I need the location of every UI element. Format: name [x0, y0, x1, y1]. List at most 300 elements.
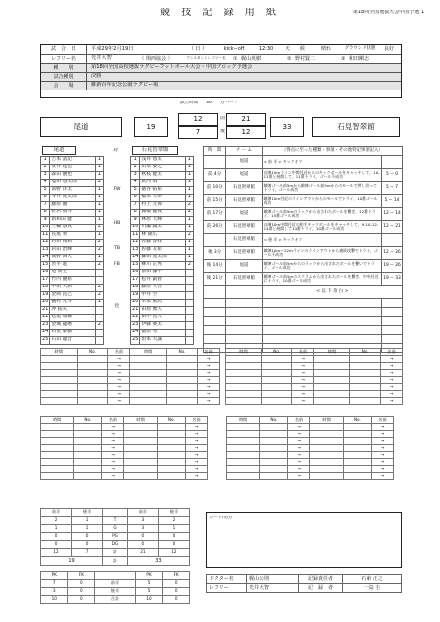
lineup-row	[131, 224, 194, 232]
away-first-half: 21	[226, 113, 266, 126]
grid-no-header: No.	[262, 349, 292, 356]
grid-cell	[157, 438, 185, 445]
grid-cell	[262, 363, 292, 370]
player-name: 髙野 海大	[50, 254, 95, 262]
grid-cell	[130, 363, 167, 370]
events-header	[204, 147, 403, 156]
grid-cell	[41, 363, 78, 370]
grid-row	[41, 459, 208, 466]
grid-cell	[130, 398, 167, 405]
summary-cell: 7	[41, 580, 68, 588]
event-description: 敵陣10m付近のラインアウトからのモールでトライ、10番ゴール成功	[262, 195, 381, 208]
player-name: 徳谷 拓希	[140, 187, 185, 195]
weather-label: 天 候	[284, 46, 305, 52]
grand-total-label: 計	[103, 557, 128, 566]
grid-cell	[124, 445, 157, 452]
grid-arrow-cell: →	[108, 370, 130, 377]
player-mark: 1	[185, 217, 193, 225]
ar2-name: 野村賢二	[295, 55, 316, 62]
grid-cell	[41, 398, 78, 405]
player-number: 19	[131, 292, 140, 300]
grid-arrow-cell: →	[381, 356, 403, 363]
grid-cell	[130, 384, 167, 391]
player-number: 6	[131, 194, 140, 202]
grid-arrow-cell: →	[381, 398, 403, 405]
grid-arrow-cell: →	[288, 466, 310, 473]
grid-row	[226, 384, 403, 391]
summary-cell: 0	[68, 580, 95, 588]
event-description: 敵陣ゴール前5mのスクラムから出されたボールを繋ぎ、中央付近にトライ、10番ゴール成功	[262, 273, 381, 286]
grid-cell	[41, 445, 74, 452]
grid-arrow-cell: →	[186, 466, 208, 473]
event-score: 19 − 33	[382, 273, 403, 286]
summary-header-cell: 後半	[158, 509, 189, 517]
player-number: 22	[131, 314, 140, 322]
lineup-row	[131, 277, 194, 285]
event-row	[204, 234, 403, 247]
player-name: 前田 謙平	[140, 269, 185, 277]
events-note-header: （得点に至った種類・事項・その他特記事項記入）	[262, 147, 402, 156]
player-name: 森田 優也	[50, 172, 95, 180]
grid-cell	[167, 384, 198, 391]
grid-row	[41, 363, 220, 370]
player-mark: 1	[185, 254, 193, 262]
lineup-row	[131, 164, 194, 172]
player-number: 10	[41, 224, 50, 232]
grid-row	[226, 391, 403, 398]
player-mark: 2	[95, 224, 103, 232]
summary-cell: 3	[127, 525, 158, 533]
lineup-row	[41, 337, 104, 345]
grid-arrow-cell: →	[288, 431, 310, 438]
grid-row	[41, 370, 220, 377]
player-number: 13	[41, 247, 50, 255]
referee-label: レフリー名	[41, 55, 87, 63]
grid-arrow-cell: →	[108, 363, 130, 370]
summary-header-cell: PK	[135, 572, 162, 580]
grid-cell	[41, 431, 74, 438]
player-mark: 1	[95, 164, 103, 172]
lineup-row	[131, 269, 194, 277]
class-label: 試合種別	[41, 73, 87, 81]
player-mark	[185, 277, 193, 285]
lineup-row	[131, 284, 194, 292]
doctor-label: ドクター名	[207, 575, 247, 584]
player-mark	[185, 322, 193, 330]
event-score: 5 − 14	[382, 195, 403, 208]
player-number: 21	[41, 307, 50, 315]
venue: 維新百年記念公園ラグビー場	[91, 82, 159, 89]
grid-cell	[343, 466, 371, 473]
grid-arrow-cell: →	[372, 459, 394, 466]
lineup-row	[41, 277, 104, 285]
event-team: 尾道	[226, 208, 262, 221]
grid-arrow-cell: →	[381, 363, 403, 370]
grid-no-header: No.	[343, 417, 371, 424]
player-number: 4	[131, 179, 140, 187]
grid-cell	[314, 398, 350, 405]
summary-total-row	[41, 557, 190, 566]
grid-cell	[227, 459, 260, 466]
summary-row	[41, 517, 190, 525]
grid-cell	[41, 377, 78, 384]
grid-row	[226, 398, 403, 405]
kickoff-label: kick−off	[223, 46, 245, 52]
lineup-row	[41, 269, 104, 277]
player-name: 沖 拓矢	[50, 307, 95, 315]
recorder2-name: 一島 圭	[343, 584, 402, 593]
match-time-label: 試合時間	[180, 101, 199, 105]
summary-header-cell: PK	[41, 572, 68, 580]
grid-cell	[130, 356, 167, 363]
grid-name-header: 名前	[381, 349, 403, 356]
grid-cell	[350, 356, 381, 363]
player-name: 田原 雅人	[140, 307, 185, 315]
events-time-header: 時 間	[204, 147, 226, 156]
grid-cell	[41, 370, 78, 377]
player-number: 4	[41, 179, 50, 187]
grid-no-header: No.	[157, 417, 185, 424]
grid-row	[41, 445, 208, 452]
player-name: 秋枝 健太	[140, 172, 185, 180]
player-number: 25	[41, 337, 50, 345]
summary-row	[41, 596, 190, 604]
summary-cell: 2	[41, 517, 72, 525]
grid-arrow-cell: →	[102, 459, 124, 466]
page-title: 競 技 記 録 用 紙	[160, 8, 280, 18]
player-mark: 2	[95, 262, 103, 270]
grid-time-header: 時間	[310, 417, 343, 424]
lineup-row	[41, 262, 104, 270]
officials-table	[206, 574, 402, 593]
event-team: 石見智翠館	[226, 273, 262, 286]
lineup-row	[131, 194, 194, 202]
event-score	[382, 234, 403, 247]
player-number: 25	[131, 337, 140, 345]
grid-cell	[227, 473, 260, 480]
grid-cell	[167, 363, 198, 370]
grid-cell	[130, 391, 167, 398]
grid-time-header: 時間	[314, 349, 350, 356]
pos-reserves: 控	[114, 304, 120, 309]
event-row	[204, 195, 403, 208]
grid-cell	[77, 363, 108, 370]
grid-cell	[167, 391, 198, 398]
grid-cell	[260, 445, 288, 452]
grid-arrow-cell: →	[108, 391, 130, 398]
grid-arrow-cell: →	[108, 377, 130, 384]
grid-cell	[74, 445, 102, 452]
grid-cell	[157, 431, 185, 438]
score-summary-table	[40, 508, 190, 566]
ar-label: アシスタントレフリー名	[186, 56, 226, 61]
lineup-row	[131, 239, 194, 247]
grid-cell	[41, 356, 78, 363]
player-number: 12	[41, 239, 50, 247]
grid-arrow-cell: →	[102, 424, 124, 431]
grid-row	[41, 473, 208, 480]
grid-row	[226, 356, 403, 363]
grid-time-header: 時間	[130, 349, 167, 356]
grid-arrow-cell: →	[292, 391, 314, 398]
player-mark: 2	[95, 292, 103, 300]
grid-cell	[314, 370, 350, 377]
event-row	[204, 247, 403, 260]
lineup-row	[131, 209, 194, 217]
player-mark: 1	[95, 299, 103, 307]
event-score: 5 − 7	[382, 182, 403, 195]
grid-cell	[310, 431, 343, 438]
player-name: 鎌田 遼太郎	[140, 254, 185, 262]
recorder-label: 記録責任者	[299, 575, 343, 584]
second-half-label: 後	[220, 129, 226, 134]
lineup-row	[131, 322, 194, 330]
event-time: 後 14分	[204, 260, 226, 273]
ground-label: グラウンド状態	[344, 46, 376, 52]
grid-cell	[74, 466, 102, 473]
player-mark: 1	[185, 164, 193, 172]
summary-cell: 0	[163, 580, 190, 588]
away-total-score: 33	[270, 117, 304, 137]
player-mark: 1	[185, 239, 193, 247]
player-name: 藤原 優	[50, 202, 95, 210]
home-first-half: 12	[178, 113, 218, 126]
player-name: 善平 進	[50, 262, 95, 270]
match-time-unit: 分ハーフ	[220, 101, 239, 105]
player-mark: 2	[95, 247, 103, 255]
player-name: 浅井 悠太	[140, 157, 185, 165]
player-name: 折居 慎斗	[50, 209, 95, 217]
grid-cell	[260, 431, 288, 438]
lineup-row	[131, 232, 194, 240]
summary-cell: 合計	[95, 596, 136, 604]
event-row	[204, 208, 403, 221]
ar1-name: 梶山英樹	[241, 55, 262, 62]
summary-cell: 1	[41, 525, 72, 533]
grid-arrow-cell: →	[198, 391, 220, 398]
grid-arrow-cell: →	[292, 377, 314, 384]
event-team: 石見智翠館	[226, 247, 262, 260]
grid-row	[41, 438, 208, 445]
grid-time-header: 時間	[227, 417, 260, 424]
player-number: 3	[131, 172, 140, 180]
player-number: 5	[41, 187, 50, 195]
grid-row	[226, 363, 403, 370]
summary-cell: 10	[41, 596, 68, 604]
empty-cell	[204, 299, 226, 308]
player-mark: 1	[95, 157, 103, 165]
grid-cell	[74, 452, 102, 459]
event-time: 後 21分	[204, 273, 226, 286]
event-time: 前 17分	[204, 208, 226, 221]
grid-cell	[124, 466, 157, 473]
grid-arrow-cell: →	[186, 438, 208, 445]
empty-cell	[226, 335, 262, 344]
lineup-row	[41, 239, 104, 247]
grid-cell	[260, 473, 288, 480]
summary-cell: 5	[135, 580, 162, 588]
grid-header	[41, 417, 208, 424]
player-name: 林 隆広	[140, 232, 185, 240]
first-half-label: 前	[220, 116, 226, 121]
event-score	[382, 156, 403, 169]
lineup-row	[41, 232, 104, 240]
lineup-row	[131, 202, 194, 210]
event-score: 12 − 26	[382, 247, 403, 260]
event-score: 12 − 21	[382, 221, 403, 234]
event-description: 敵陣10m〜22mラインのラインアウトから連続攻撃でトライ、ゴール不成功	[262, 247, 381, 260]
grid-cell	[343, 438, 371, 445]
grid-arrow-cell: →	[198, 384, 220, 391]
match-date: 平成29年2月19日	[91, 45, 134, 52]
grid-cell	[41, 391, 78, 398]
player-number: 17	[41, 277, 50, 285]
player-name: 寺井 虎太郎	[50, 194, 95, 202]
event-team: 尾道	[226, 260, 262, 273]
player-mark: 1	[185, 172, 193, 180]
player-mark: 1	[185, 179, 193, 187]
summary-header-cell: 前半	[41, 509, 72, 517]
event-time: 前 4分	[204, 169, 226, 182]
grid-arrow-cell: →	[288, 459, 310, 466]
grid-cell	[130, 370, 167, 377]
grid-row	[41, 398, 220, 405]
player-name: 石室 泰樹	[50, 329, 95, 337]
player-name: 村上 元偉	[140, 202, 185, 210]
player-number: 18	[41, 284, 50, 292]
summary-cell: 計	[103, 549, 128, 557]
player-number: 15	[131, 262, 140, 270]
home-temp-replacement-grid	[40, 416, 208, 480]
event-empty-row	[204, 299, 403, 308]
event-time: 前 10分	[204, 182, 226, 195]
grid-cell	[77, 356, 108, 363]
event-team: 石見智翠館	[226, 234, 262, 247]
player-mark	[185, 329, 193, 337]
empty-cell	[204, 326, 226, 335]
player-mark	[95, 307, 103, 315]
player-name: 露橋 龍夜	[140, 209, 185, 217]
grid-cell	[343, 431, 371, 438]
player-name: 伊藤 豪太	[140, 322, 185, 330]
player-mark: 1	[95, 172, 103, 180]
player-mark: 2	[185, 209, 193, 217]
lineup-row	[41, 194, 104, 202]
event-description: < 前 半 > キックオフ	[262, 156, 381, 169]
away-lineup-table	[130, 156, 194, 345]
empty-cell	[262, 299, 381, 308]
grid-cell	[262, 384, 292, 391]
empty-cell	[226, 299, 262, 308]
grid-arrow-cell: →	[372, 445, 394, 452]
player-name: 吉本 詔記	[50, 157, 95, 165]
lineup-row	[41, 322, 104, 330]
cards-label: カード/処分	[209, 516, 233, 520]
grid-cell	[124, 424, 157, 431]
summary-header-cell: 後半	[72, 509, 103, 517]
grid-row	[227, 438, 394, 445]
grid-arrow-cell: →	[198, 377, 220, 384]
grid-arrow-cell: →	[292, 356, 314, 363]
empty-cell	[262, 317, 381, 326]
grid-row	[41, 384, 220, 391]
lineup-row	[131, 329, 194, 337]
grid-cell	[350, 370, 381, 377]
pos-hb: HB	[113, 221, 121, 226]
event-time: 前 15分	[204, 195, 226, 208]
player-number: 13	[131, 247, 140, 255]
empty-cell	[262, 335, 381, 344]
grid-cell	[314, 356, 350, 363]
lineup-row	[41, 157, 104, 165]
player-name: 石田 龍音	[50, 337, 95, 345]
match-date-label: 試 合 日	[41, 45, 87, 54]
player-number: 15	[41, 262, 50, 270]
lineup-row	[41, 209, 104, 217]
grid-row	[227, 445, 394, 452]
grid-cell	[41, 424, 74, 431]
player-number: 9	[41, 217, 50, 225]
grid-arrow-cell: →	[381, 377, 403, 384]
event-row	[204, 273, 403, 286]
empty-cell	[382, 299, 403, 308]
player-name: 川瀬 誠太	[140, 224, 185, 232]
home-team-name: 尾道	[40, 117, 122, 137]
grid-header	[41, 349, 220, 356]
grid-arrow-cell: →	[108, 384, 130, 391]
summary-header	[41, 509, 190, 517]
grid-cell	[314, 363, 350, 370]
home-lineup-table	[40, 156, 104, 345]
grid-cell	[226, 363, 262, 370]
away-replacement-grid	[225, 348, 403, 405]
player-mark: 1	[185, 157, 193, 165]
grid-arrow-cell: →	[372, 452, 394, 459]
grid-cell	[227, 445, 260, 452]
grid-no-header: No.	[167, 349, 198, 356]
player-number: 17	[131, 277, 140, 285]
player-name: 垣本 大誠	[140, 337, 185, 345]
grid-arrow-cell: →	[288, 473, 310, 480]
player-number: 19	[41, 292, 50, 300]
grid-cell	[74, 431, 102, 438]
event-row	[204, 182, 403, 195]
player-mark	[95, 277, 103, 285]
player-number: 1	[131, 157, 140, 165]
player-mark	[185, 284, 193, 292]
player-mark	[185, 269, 193, 277]
player-mark	[95, 329, 103, 337]
player-mark: 1	[185, 224, 193, 232]
player-mark: 1	[95, 194, 103, 202]
summary-cell: PG	[103, 533, 128, 541]
empty-cell	[262, 308, 381, 317]
event-description: 自陣10m中間付近の相手キックボールをキャッチして、9-10-12-14番と展開して14番トライ、10番ゴール成功	[262, 221, 381, 234]
home-total-score: 19	[134, 117, 168, 137]
grid-row	[227, 459, 394, 466]
player-mark: 2	[185, 202, 193, 210]
grid-row	[41, 391, 220, 398]
grid-name-header: 名前	[186, 417, 208, 424]
player-name: 田中 直人	[140, 314, 185, 322]
grid-cell	[350, 363, 381, 370]
grid-cell	[167, 370, 198, 377]
player-number: 8	[41, 209, 50, 217]
summary-cell: 1	[158, 525, 189, 533]
summary-cell: 0	[68, 596, 95, 604]
grid-cell	[260, 424, 288, 431]
player-mark	[185, 307, 193, 315]
